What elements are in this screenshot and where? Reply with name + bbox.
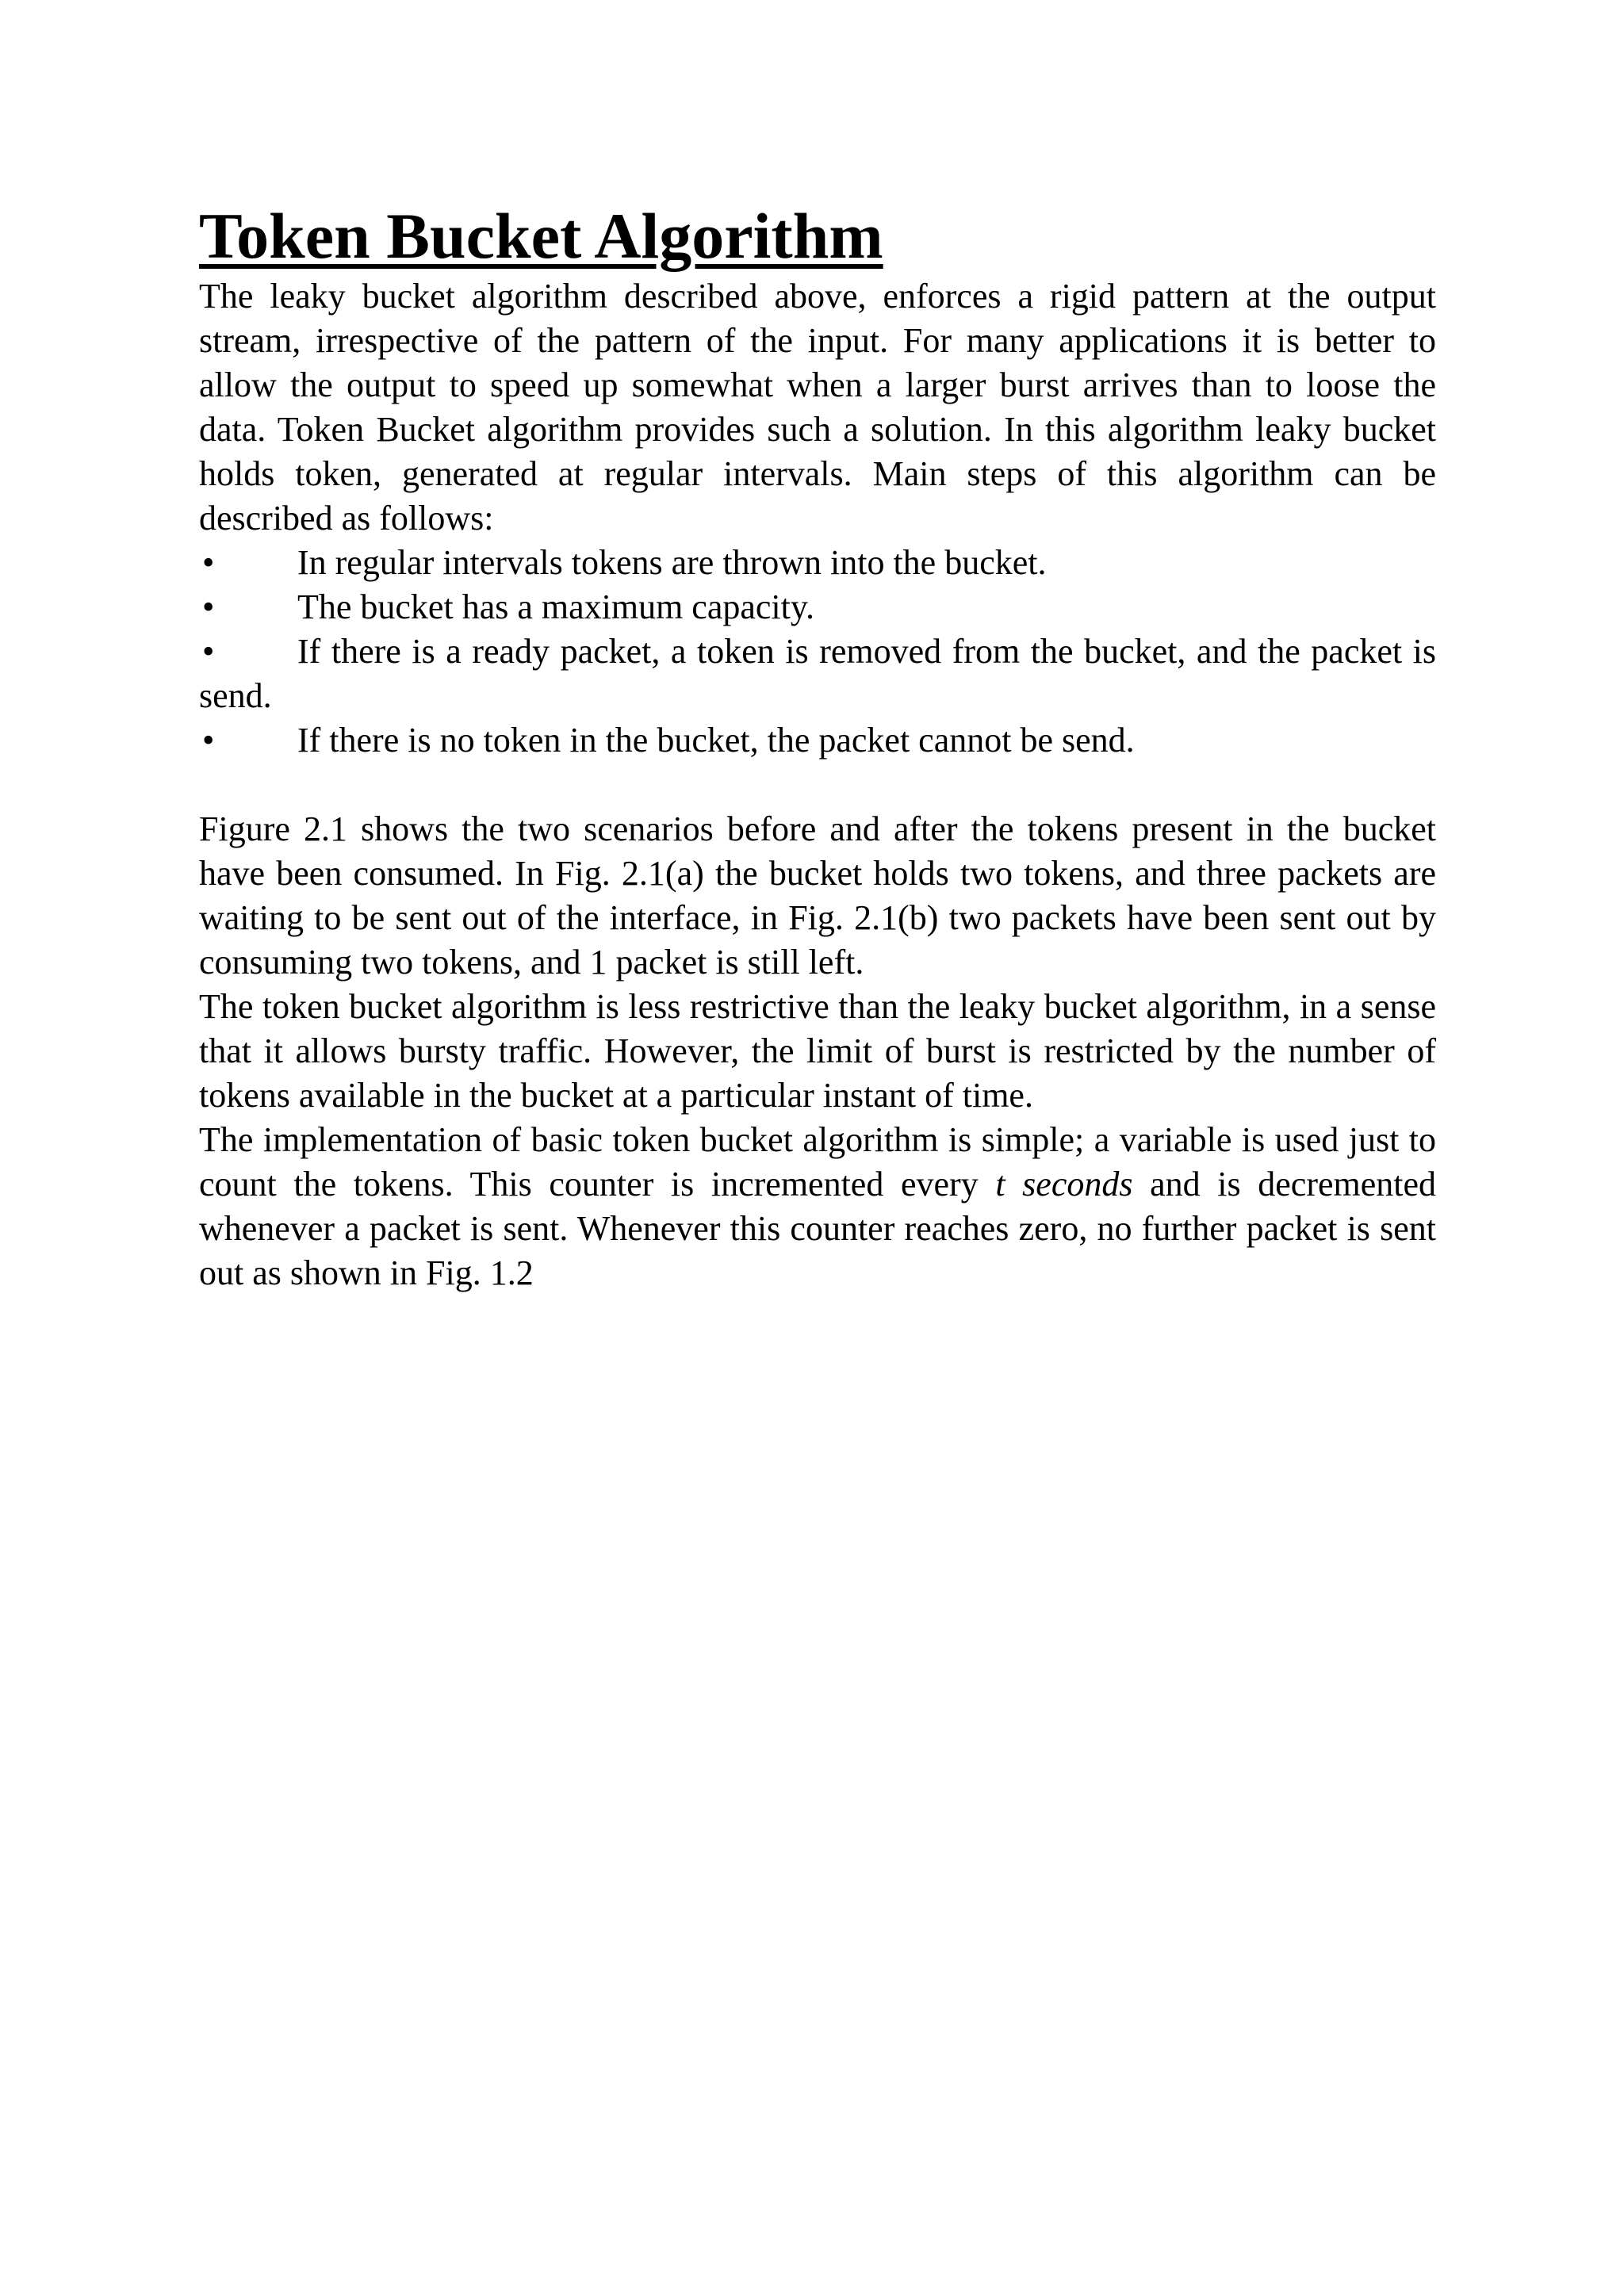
bullet-icon: •: [202, 587, 215, 626]
list-item-text: If there is a ready packet, a token is removed from the bucket, and the packet is send.: [199, 632, 1436, 715]
comparison-paragraph: The token bucket algorithm is less restrictive than the leaky bucket algorithm, in a sense that it allows bursty traffic. However, the limit of burst is restricted by the number of tokens available in the bucket at a particular instant of time.: [199, 987, 1436, 1115]
list-item: [199, 718, 1436, 763]
bullet-icon: •: [202, 632, 215, 671]
implementation-text-start: The implementation of basic token bucket algorithm is simple; a variable is used just to count the tokens. This counter is incremented every: [199, 1120, 1436, 1203]
steps-list: [199, 541, 1436, 763]
list-item-text: In regular intervals tokens are thrown into the bucket.: [297, 543, 1047, 582]
intro-paragraph: The leaky bucket algorithm described above, enforces a rigid pattern at the output stream, irrespective of the pattern of the input. For many applications it is better to allow the output to speed up somewhat when a larger burst arrives than to loose the data. Token Bucket algorithm provides such a solution. In this algorithm leaky bucket holds token, generated at regular intervals. Main steps of this algorithm can be described as follows:: [199, 277, 1436, 538]
document-body: [199, 198, 1436, 1295]
bullet-icon: •: [202, 721, 215, 760]
bullet-icon: •: [202, 543, 215, 582]
list-item-text: If there is no token in the bucket, the packet cannot be send.: [297, 721, 1135, 760]
implementation-text-end: and is decremented whenever a packet is sent. Whenever this counter reaches zero, no further packet is sent out as shown in Fig. 1.2: [199, 1165, 1437, 1292]
paragraph-gap: [199, 763, 1436, 807]
list-item: [199, 629, 1436, 718]
italic-term: t seconds: [995, 1165, 1133, 1203]
document-title: Token Bucket Algorithm: [199, 200, 883, 272]
list-item-text: The bucket has a maximum capacity.: [297, 587, 815, 626]
figure-description-paragraph: Figure 2.1 shows the two scenarios before and after the tokens present in the bucket have been consumed. In Fig. 2.1(a) the bucket holds two tokens, and three packets are waiting to be sent out of the interface, in Fig. 2.1(b) two packets have been sent out by consuming two tokens, and 1 packet is still left.: [199, 809, 1436, 982]
list-item: [199, 541, 1436, 585]
implementation-paragraph: [199, 1118, 1436, 1295]
list-item: [199, 585, 1436, 629]
